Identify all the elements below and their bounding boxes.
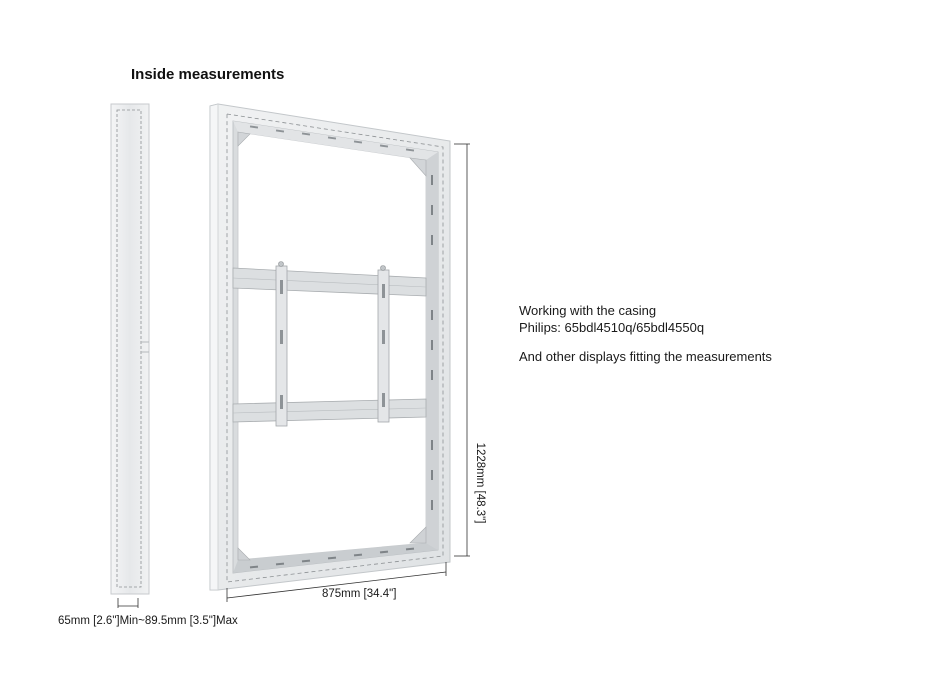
side-view xyxy=(111,104,149,608)
info-line-other: And other displays fitting the measurements xyxy=(519,349,772,364)
page-title: Inside measurements xyxy=(131,66,285,83)
width-dimension-label: 875mm [34.4"] xyxy=(322,588,397,600)
depth-dimension-label: 65mm [2.6"]Min~89.5mm [3.5"]Max xyxy=(58,615,238,627)
height-dimension xyxy=(454,144,486,556)
info-line-casing: Working with the casing xyxy=(519,303,657,318)
height-dimension-label: 1228mm [48.3"] xyxy=(474,442,486,524)
info-line-models: Philips: 65bdl4510q/65bdl4550q xyxy=(519,320,705,335)
frame-front-view xyxy=(210,104,450,590)
